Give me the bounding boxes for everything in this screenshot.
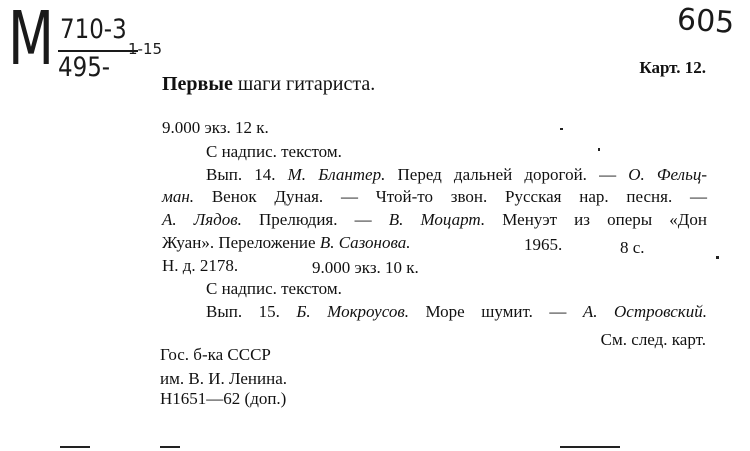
- scan-speck: [560, 446, 620, 448]
- handwritten-corner-number: 605: [675, 2, 736, 41]
- handwritten-number-bottom: 495-: [58, 52, 111, 83]
- scan-speck: [716, 256, 719, 259]
- issue14-copies-price: 9.000 экз. 10 к.: [312, 258, 419, 277]
- composer-mozart: В. Моцарт.: [388, 210, 486, 229]
- card-number: Карт. 12.: [639, 58, 706, 77]
- handwritten-number-sup: 1-15: [128, 40, 163, 58]
- library-name-line2: им. В. И. Ленина.: [160, 369, 288, 388]
- composer-mokrousov: Б. Мокроусов.: [296, 302, 409, 321]
- handwritten-shelfmark-letter: М: [8, 0, 54, 82]
- composer-lyadov: А. Лядов.: [162, 210, 242, 229]
- arranger-sazonov: В. Сазонова.: [319, 233, 411, 252]
- issue14-nd-number: Н. д. 2178.: [162, 256, 239, 275]
- issue14-line4: [162, 233, 411, 253]
- see-next-card: См. след. карт.: [600, 330, 706, 349]
- library-name: Гос. б-ка СССР: [160, 345, 271, 364]
- card-title-bold: Первые: [162, 73, 233, 95]
- composer-blanter: М. Блантер.: [287, 165, 386, 184]
- issue15-line1: [162, 302, 707, 322]
- issue14-label: Вып. 14.: [206, 165, 288, 184]
- copies-price-line: 9.000 экз. 12 к.: [162, 118, 269, 137]
- scan-speck: [160, 446, 180, 448]
- issue14-line2: [162, 187, 707, 207]
- issue14-line1: [162, 165, 707, 185]
- handwritten-number-top: 710-3: [60, 14, 127, 45]
- issue14-year: 1965.: [524, 235, 563, 254]
- card-title: [162, 74, 375, 94]
- issue14-work4: Менуэт из оперы «Дон: [485, 210, 707, 229]
- scan-speck: [598, 148, 600, 151]
- print-code: Н1651—62 (доп.): [160, 389, 287, 408]
- composer-feltsman-end: ман.: [162, 187, 195, 206]
- scan-speck: [60, 446, 90, 448]
- issue14-work3: Прелюдия. —: [241, 210, 389, 229]
- issue14-works2: Венок Дуная. — Чтой-то звон. Русская нар. песня. —: [194, 187, 707, 206]
- issue15-label: Вып. 15.: [206, 302, 297, 321]
- issue14-line3: [162, 210, 707, 230]
- scan-speck: [560, 128, 563, 130]
- issue14-arrangement: Жуан». Переложение: [162, 233, 320, 252]
- issue14-annotation: С надпис. текстом.: [206, 279, 342, 298]
- issue14-pages: 8 с.: [620, 238, 645, 257]
- composer-ostrovsky: А. Островский.: [582, 302, 707, 321]
- issue15-work1: Море шумит. —: [408, 302, 583, 321]
- composer-feltsman-part: О. Фельц-: [628, 165, 707, 184]
- issue14-work1: Перед дальней дорогой. —: [385, 165, 629, 184]
- card-title-rest: шаги гитариста.: [232, 73, 376, 95]
- annotation-line: С надпис. текстом.: [206, 142, 342, 161]
